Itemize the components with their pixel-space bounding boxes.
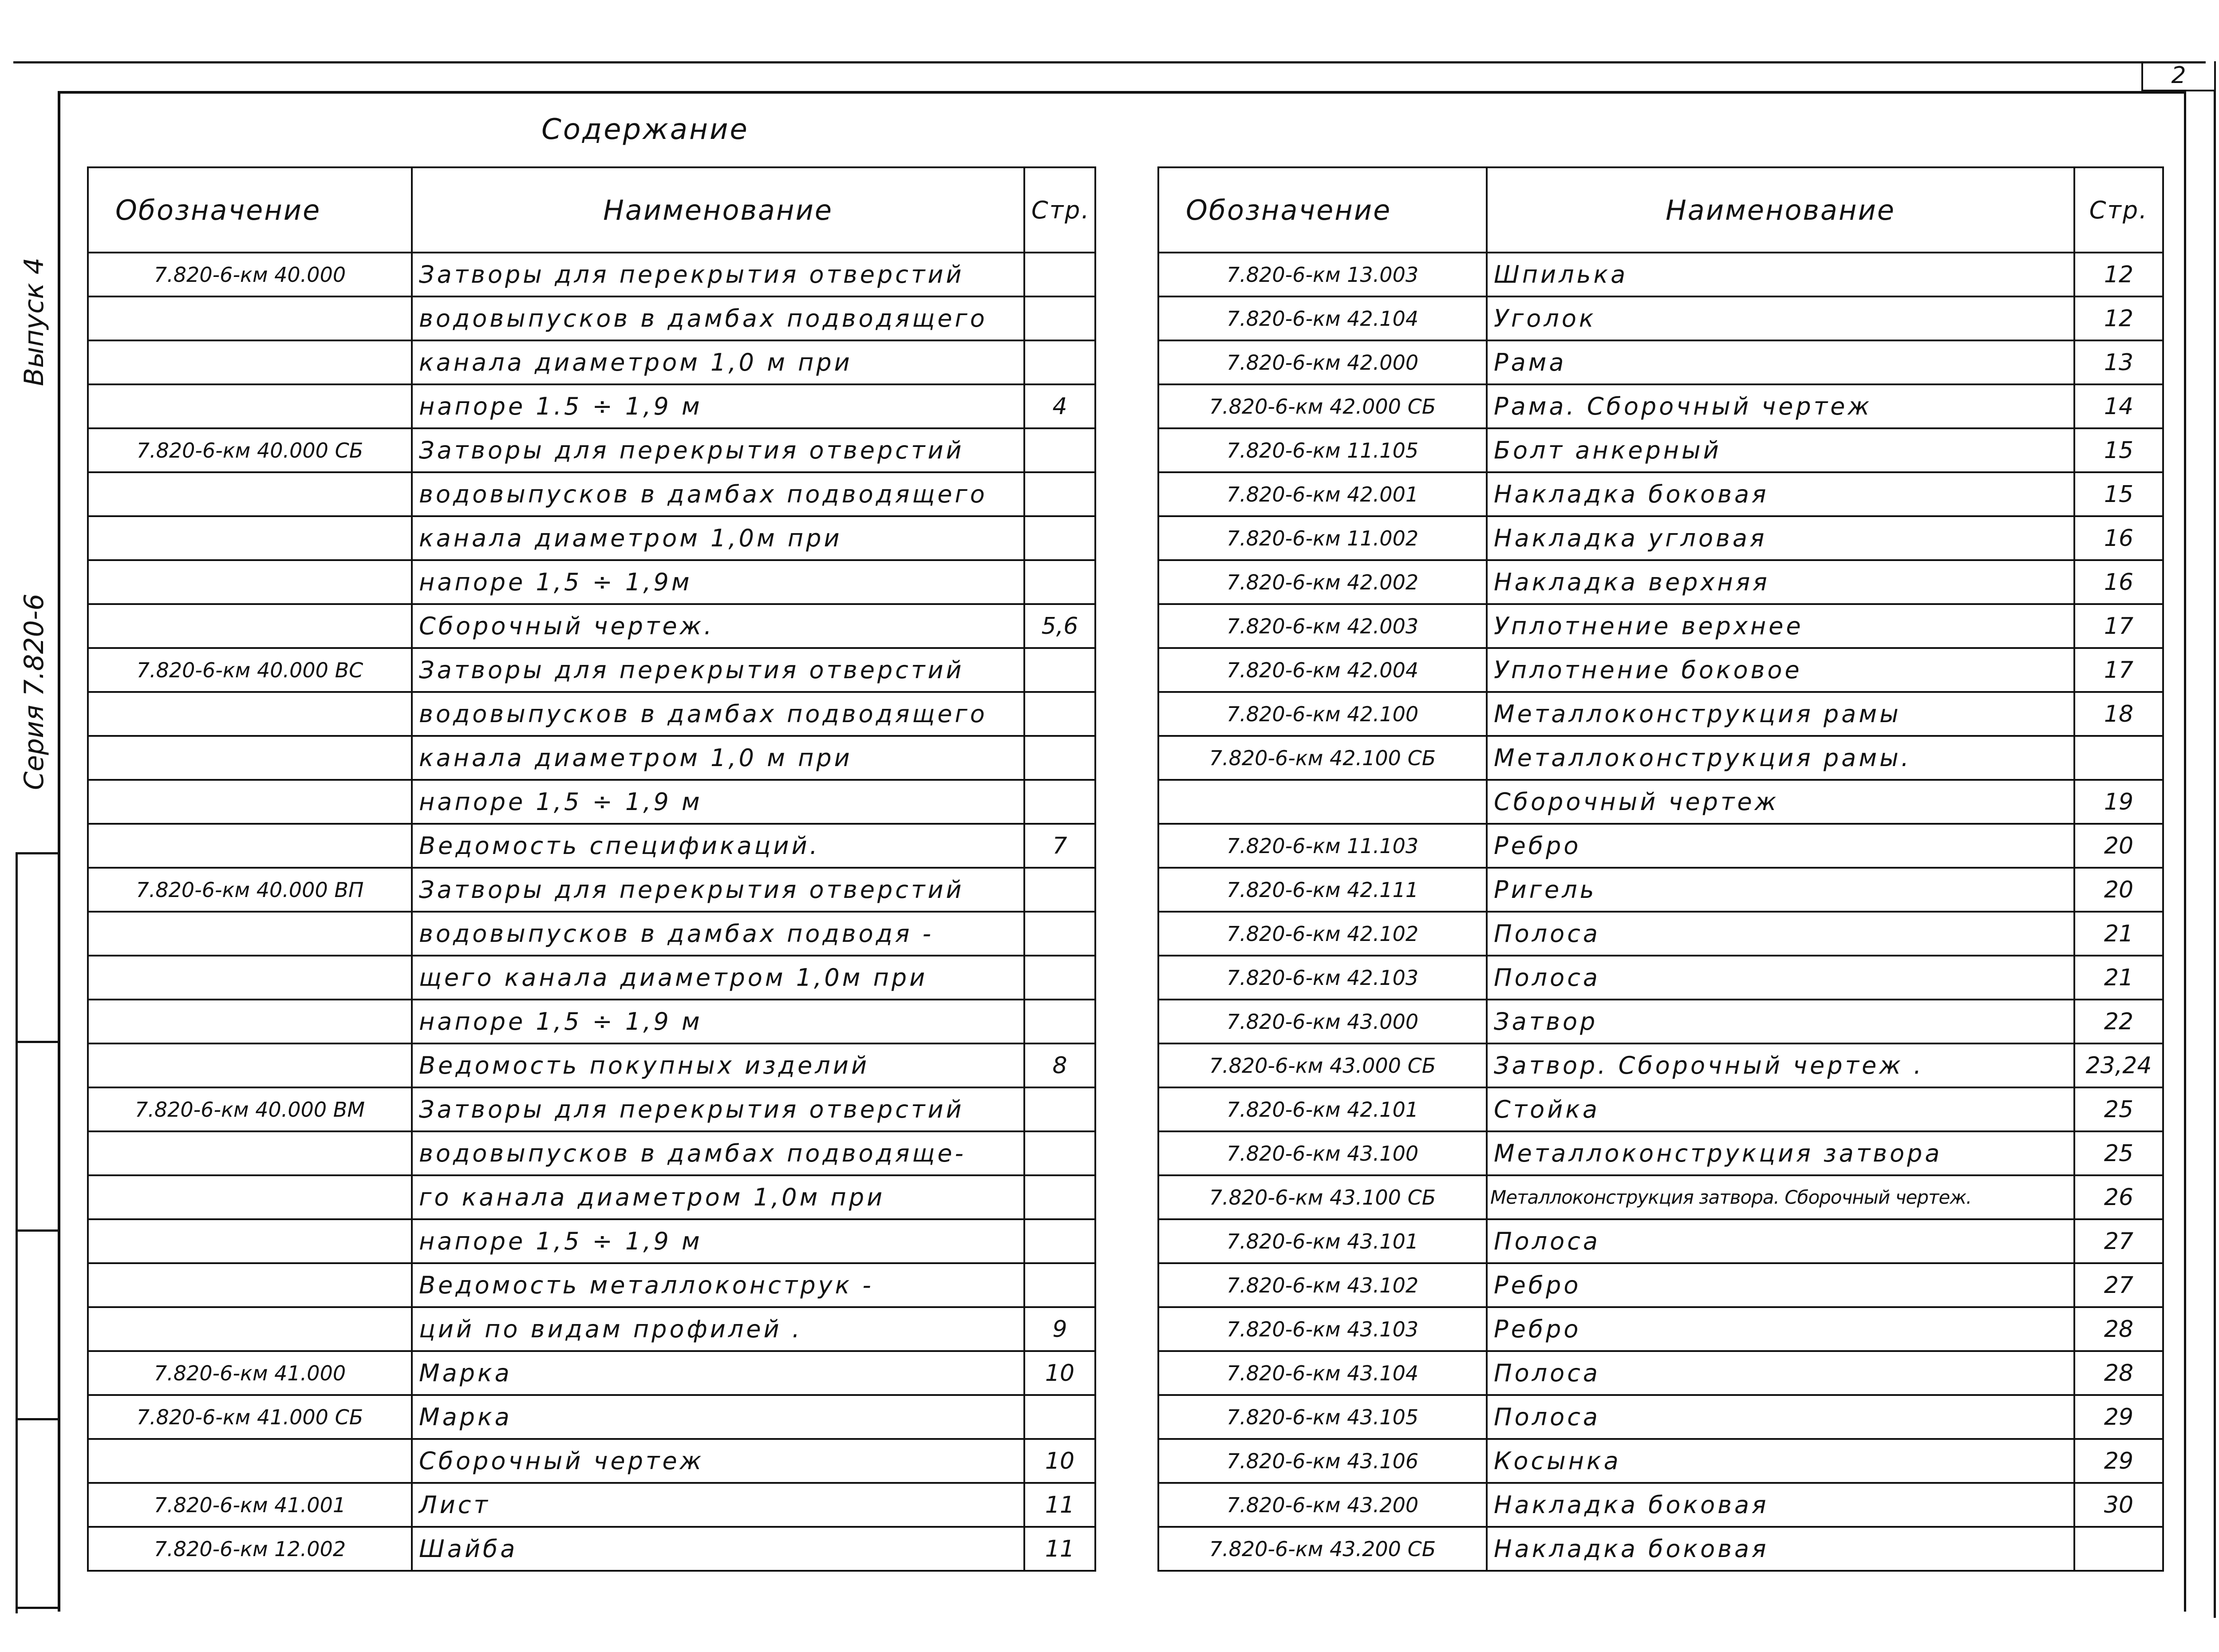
row-designation: 7.820-6-км 42.111: [1158, 868, 1487, 912]
row-page: 25: [2074, 1087, 2163, 1131]
row-page: [1024, 1395, 1095, 1439]
page-title: Содержание: [541, 113, 749, 146]
row-page: 29: [2074, 1395, 2163, 1439]
row-name: Накладка угловая: [1487, 516, 2074, 560]
row-page: [1024, 560, 1095, 604]
row-page: 28: [2074, 1307, 2163, 1351]
row-page: 4: [1024, 384, 1095, 428]
row-page: 27: [2074, 1219, 2163, 1263]
table-row: [88, 1395, 1095, 1439]
table-row: [88, 1263, 1095, 1307]
row-designation: 7.820-6-км 43.104: [1158, 1351, 1487, 1395]
table-row: [1158, 736, 2163, 780]
table-row: [88, 560, 1095, 604]
row-designation: 7.820-6-км 40.000 ВП: [88, 868, 412, 912]
row-name: напоре 1,5 ÷ 1,9 м: [412, 780, 1024, 824]
row-name: Уплотнение боковое: [1487, 648, 2074, 692]
table-row: [1158, 824, 2163, 868]
row-designation: 7.820-6-км 42.002: [1158, 560, 1487, 604]
row-designation: 7.820-6-км 41.000: [88, 1351, 412, 1395]
row-designation: 7.820-6-км 41.000 СБ: [88, 1395, 412, 1439]
row-page: 21: [2074, 912, 2163, 956]
row-name: Лист: [412, 1483, 1024, 1527]
row-designation: 7.820-6-км 43.105: [1158, 1395, 1487, 1439]
table-row: [1158, 912, 2163, 956]
contents-table-right: [1157, 166, 2164, 1572]
row-name: водовыпусков в дамбах подводя -: [412, 912, 1024, 956]
row-page: 19: [2074, 780, 2163, 824]
table-row: [88, 516, 1095, 560]
row-designation: 7.820-6-км 11.103: [1158, 824, 1487, 868]
table-row: [1158, 1087, 2163, 1131]
row-page: [1024, 1131, 1095, 1175]
table-row: [88, 912, 1095, 956]
row-page: 29: [2074, 1439, 2163, 1483]
row-page: 12: [2074, 253, 2163, 296]
row-name: Накладка боковая: [1487, 472, 2074, 516]
row-name: Рама: [1487, 340, 2074, 384]
row-page: 20: [2074, 868, 2163, 912]
table-row: [1158, 253, 2163, 296]
row-name: Марка: [412, 1395, 1024, 1439]
row-page: 11: [1024, 1483, 1095, 1527]
table-row: [88, 428, 1095, 472]
table-row: [1158, 340, 2163, 384]
row-page: [1024, 1263, 1095, 1307]
row-name: Марка: [412, 1351, 1024, 1395]
row-page: 7: [1024, 824, 1095, 868]
table-row: [88, 868, 1095, 912]
table-row: [1158, 516, 2163, 560]
frame-right-line: [2214, 91, 2216, 1618]
table-row: [88, 340, 1095, 384]
row-name: Накладка боковая: [1487, 1483, 2074, 1527]
row-page: [1024, 912, 1095, 956]
row-page: [1024, 692, 1095, 736]
table-row: [88, 1307, 1095, 1351]
row-designation: [88, 604, 412, 648]
row-page: 8: [1024, 1043, 1095, 1087]
row-designation: [88, 340, 412, 384]
row-designation: 7.820-6-км 42.001: [1158, 472, 1487, 516]
row-page: [1024, 1087, 1095, 1131]
row-designation: [88, 560, 412, 604]
table-row: [88, 1000, 1095, 1043]
row-page: 9: [1024, 1307, 1095, 1351]
row-designation: 7.820-6-км 43.106: [1158, 1439, 1487, 1483]
row-page: 26: [2074, 1175, 2163, 1219]
row-name: Уплотнение верхнее: [1487, 604, 2074, 648]
row-page: [1024, 428, 1095, 472]
table-row: [1158, 472, 2163, 516]
table-row: [1158, 1043, 2163, 1087]
row-name: водовыпусков в дамбах подводяще-: [412, 1131, 1024, 1175]
table-header-row: [1158, 167, 2163, 253]
row-name: напоре 1,5 ÷ 1,9 м: [412, 1219, 1024, 1263]
row-designation: [88, 1043, 412, 1087]
row-name: Болт анкерный: [1487, 428, 2074, 472]
row-designation: 7.820-6-км 41.001: [88, 1483, 412, 1527]
row-name: Затвор. Сборочный чертеж .: [1487, 1043, 2074, 1087]
row-page: [1024, 253, 1095, 296]
row-name: Ведомость металлоконструк -: [412, 1263, 1024, 1307]
row-designation: [88, 296, 412, 340]
table-row: [1158, 1395, 2163, 1439]
row-name: напоре 1,5 ÷ 1,9м: [412, 560, 1024, 604]
table-row: [88, 1527, 1095, 1571]
table-row: [1158, 780, 2163, 824]
row-designation: [88, 1175, 412, 1219]
issue-label: Выпуск 4: [19, 257, 50, 386]
row-name: Ведомость покупных изделий: [412, 1043, 1024, 1087]
row-page: 20: [2074, 824, 2163, 868]
table-row: [1158, 648, 2163, 692]
row-page: 27: [2074, 1263, 2163, 1307]
row-page: [1024, 956, 1095, 1000]
row-designation: 7.820-6-км 43.000: [1158, 1000, 1487, 1043]
row-name: Полоса: [1487, 956, 2074, 1000]
row-name: водовыпусков в дамбах подводящего: [412, 692, 1024, 736]
row-name: канала диаметром 1,0 м при: [412, 340, 1024, 384]
row-designation: [88, 1307, 412, 1351]
row-name: Рама. Сборочный чертеж: [1487, 384, 2074, 428]
row-page: [1024, 340, 1095, 384]
header-name: Наименование: [412, 167, 1024, 253]
table-row: [1158, 296, 2163, 340]
table-row: [88, 780, 1095, 824]
row-name: Затворы для перекрытия отверстий: [412, 648, 1024, 692]
row-page: [1024, 516, 1095, 560]
row-page: 5,6: [1024, 604, 1095, 648]
row-name: Сборочный чертеж: [412, 1439, 1024, 1483]
row-page: [2074, 1527, 2163, 1571]
row-designation: 7.820-6-км 43.000 СБ: [1158, 1043, 1487, 1087]
table-row: [1158, 868, 2163, 912]
row-name: Шпилька: [1487, 253, 2074, 296]
row-designation: 7.820-6-км 42.004: [1158, 648, 1487, 692]
row-name: Затворы для перекрытия отверстий: [412, 428, 1024, 472]
row-name: водовыпусков в дамбах подводящего: [412, 472, 1024, 516]
row-name: Накладка верхняя: [1487, 560, 2074, 604]
row-name: Уголок: [1487, 296, 2074, 340]
row-designation: 7.820-6-км 13.003: [1158, 253, 1487, 296]
table-row: [88, 956, 1095, 1000]
row-name: Ведомость спецификаций.: [412, 824, 1024, 868]
row-designation: [88, 516, 412, 560]
table-row: [88, 1351, 1095, 1395]
row-designation: [88, 472, 412, 516]
row-designation: 7.820-6-км 42.003: [1158, 604, 1487, 648]
series-label: Серия 7.820-6: [19, 593, 50, 790]
table-row: [88, 736, 1095, 780]
row-designation: 7.820-6-км 42.000: [1158, 340, 1487, 384]
row-name: Полоса: [1487, 1395, 2074, 1439]
row-page: [1024, 1175, 1095, 1219]
row-designation: 7.820-6-км 11.002: [1158, 516, 1487, 560]
table-row: [1158, 1000, 2163, 1043]
row-name: Затворы для перекрытия отверстий: [412, 868, 1024, 912]
row-page: [1024, 296, 1095, 340]
table-row: [1158, 1351, 2163, 1395]
row-name: канала диаметром 1,0м при: [412, 516, 1024, 560]
row-page: 14: [2074, 384, 2163, 428]
table-row: [88, 384, 1095, 428]
row-name: го канала диаметром 1,0м при: [412, 1175, 1024, 1219]
contents-table-left: [87, 166, 1096, 1572]
row-name: напоре 1,5 ÷ 1,9 м: [412, 1000, 1024, 1043]
table-row: [1158, 956, 2163, 1000]
header-page: Стр.: [1024, 167, 1095, 253]
row-page: 28: [2074, 1351, 2163, 1395]
row-name: Ригель: [1487, 868, 2074, 912]
row-designation: 7.820-6-км 43.101: [1158, 1219, 1487, 1263]
row-designation: 7.820-6-км 12.002: [88, 1527, 412, 1571]
row-designation: 7.820-6-км 42.100 СБ: [1158, 736, 1487, 780]
row-page: 30: [2074, 1483, 2163, 1527]
row-designation: [88, 736, 412, 780]
row-designation: 7.820-6-км 43.200: [1158, 1483, 1487, 1527]
table-row: [88, 648, 1095, 692]
row-designation: 7.820-6-км 43.100: [1158, 1131, 1487, 1175]
row-page: 13: [2074, 340, 2163, 384]
table-row: [88, 1131, 1095, 1175]
row-designation: 7.820-6-км 42.000 СБ: [1158, 384, 1487, 428]
row-designation: 7.820-6-км 40.000: [88, 253, 412, 296]
row-designation: 7.820-6-км 40.000 ВС: [88, 648, 412, 692]
row-designation: 7.820-6-км 42.103: [1158, 956, 1487, 1000]
row-page: 10: [1024, 1351, 1095, 1395]
row-name: Ребро: [1487, 1263, 2074, 1307]
row-name: Косынка: [1487, 1439, 2074, 1483]
header-name: Наименование: [1487, 167, 2074, 253]
table-row: [88, 604, 1095, 648]
table-row: [1158, 1307, 2163, 1351]
table-header-row: [88, 167, 1095, 253]
row-designation: 7.820-6-км 43.200 СБ: [1158, 1527, 1487, 1571]
row-designation: [88, 1131, 412, 1175]
row-name: щего канала диаметром 1,0м при: [412, 956, 1024, 1000]
header-designation: Обозначение: [88, 167, 412, 253]
row-designation: 7.820-6-км 43.100 СБ: [1158, 1175, 1487, 1219]
row-name: Полоса: [1487, 1219, 2074, 1263]
table-row: [1158, 560, 2163, 604]
row-designation: 7.820-6-км 40.000 СБ: [88, 428, 412, 472]
table-row: [88, 824, 1095, 868]
row-name: Металлоконструкция рамы: [1487, 692, 2074, 736]
row-name: Затворы для перекрытия отверстий: [412, 253, 1024, 296]
row-designation: [88, 780, 412, 824]
row-designation: 7.820-6-км 42.101: [1158, 1087, 1487, 1131]
row-name: Накладка боковая: [1487, 1527, 2074, 1571]
row-name: Металлоконструкция затвора: [1487, 1131, 2074, 1175]
row-page: [1024, 472, 1095, 516]
row-page: [1024, 780, 1095, 824]
row-designation: 7.820-6-км 42.100: [1158, 692, 1487, 736]
row-page: 15: [2074, 428, 2163, 472]
row-name: Стойка: [1487, 1087, 2074, 1131]
table-row: [88, 1219, 1095, 1263]
row-page: 10: [1024, 1439, 1095, 1483]
row-name: водовыпусков в дамбах подводящего: [412, 296, 1024, 340]
table-row: [88, 1043, 1095, 1087]
table-row: [1158, 1439, 2163, 1483]
row-designation: [88, 1263, 412, 1307]
row-page: 25: [2074, 1131, 2163, 1175]
table-row: [88, 253, 1095, 296]
row-designation: [88, 824, 412, 868]
row-designation: [88, 912, 412, 956]
sheet-number: 2: [2141, 61, 2216, 91]
header-designation: Обозначение: [1158, 167, 1487, 253]
table-row: [88, 1175, 1095, 1219]
row-page: [1024, 736, 1095, 780]
margin-stamp-boxes: [16, 852, 60, 1613]
row-page: 18: [2074, 692, 2163, 736]
table-row: [88, 692, 1095, 736]
row-name: канала диаметром 1,0 м при: [412, 736, 1024, 780]
table-row: [88, 296, 1095, 340]
row-designation: [88, 1219, 412, 1263]
row-page: 17: [2074, 648, 2163, 692]
row-name: Полоса: [1487, 912, 2074, 956]
row-name: Ребро: [1487, 824, 2074, 868]
table-row: [1158, 384, 2163, 428]
row-page: [1024, 868, 1095, 912]
row-name: Затворы для перекрытия отверстий: [412, 1087, 1024, 1131]
row-name: Затвор: [1487, 1000, 2074, 1043]
table-row: [1158, 1483, 2163, 1527]
row-designation: [1158, 780, 1487, 824]
row-page: 17: [2074, 604, 2163, 648]
row-page: [1024, 648, 1095, 692]
row-designation: 7.820-6-км 42.102: [1158, 912, 1487, 956]
row-name: Полоса: [1487, 1351, 2074, 1395]
table-row: [88, 1439, 1095, 1483]
header-page: Стр.: [2074, 167, 2163, 253]
top-border-line: [13, 61, 2206, 63]
table-row: [88, 1087, 1095, 1131]
row-name: напоре 1.5 ÷ 1,9 м: [412, 384, 1024, 428]
row-name: Металлоконструкция затвора. Сборочный чертеж.: [1487, 1175, 2074, 1219]
table-row: [1158, 1219, 2163, 1263]
table-row: [1158, 1131, 2163, 1175]
row-page: [2074, 736, 2163, 780]
row-page: 23,24: [2074, 1043, 2163, 1087]
row-designation: 7.820-6-км 40.000 ВМ: [88, 1087, 412, 1131]
row-name: ций по видам профилей .: [412, 1307, 1024, 1351]
table-row: [1158, 428, 2163, 472]
table-row: [88, 472, 1095, 516]
table-row: [88, 1483, 1095, 1527]
row-name: Шайба: [412, 1527, 1024, 1571]
row-name: Ребро: [1487, 1307, 2074, 1351]
row-page: 11: [1024, 1527, 1095, 1571]
row-page: [1024, 1000, 1095, 1043]
table-row: [1158, 1175, 2163, 1219]
row-designation: [88, 956, 412, 1000]
row-designation: [88, 1439, 412, 1483]
row-page: 16: [2074, 516, 2163, 560]
row-page: 15: [2074, 472, 2163, 516]
row-designation: 7.820-6-км 42.104: [1158, 296, 1487, 340]
table-row: [1158, 604, 2163, 648]
row-page: 21: [2074, 956, 2163, 1000]
row-designation: 7.820-6-км 43.102: [1158, 1263, 1487, 1307]
row-designation: [88, 384, 412, 428]
row-designation: [88, 692, 412, 736]
row-name: Сборочный чертеж: [1487, 780, 2074, 824]
row-name: Сборочный чертеж.: [412, 604, 1024, 648]
row-page: 22: [2074, 1000, 2163, 1043]
row-designation: 7.820-6-км 11.105: [1158, 428, 1487, 472]
table-row: [1158, 1263, 2163, 1307]
row-designation: [88, 1000, 412, 1043]
row-name: Металлоконструкция рамы.: [1487, 736, 2074, 780]
row-page: 16: [2074, 560, 2163, 604]
table-row: [1158, 1527, 2163, 1571]
row-designation: 7.820-6-км 43.103: [1158, 1307, 1487, 1351]
table-row: [1158, 692, 2163, 736]
row-page: [1024, 1219, 1095, 1263]
row-page: 12: [2074, 296, 2163, 340]
